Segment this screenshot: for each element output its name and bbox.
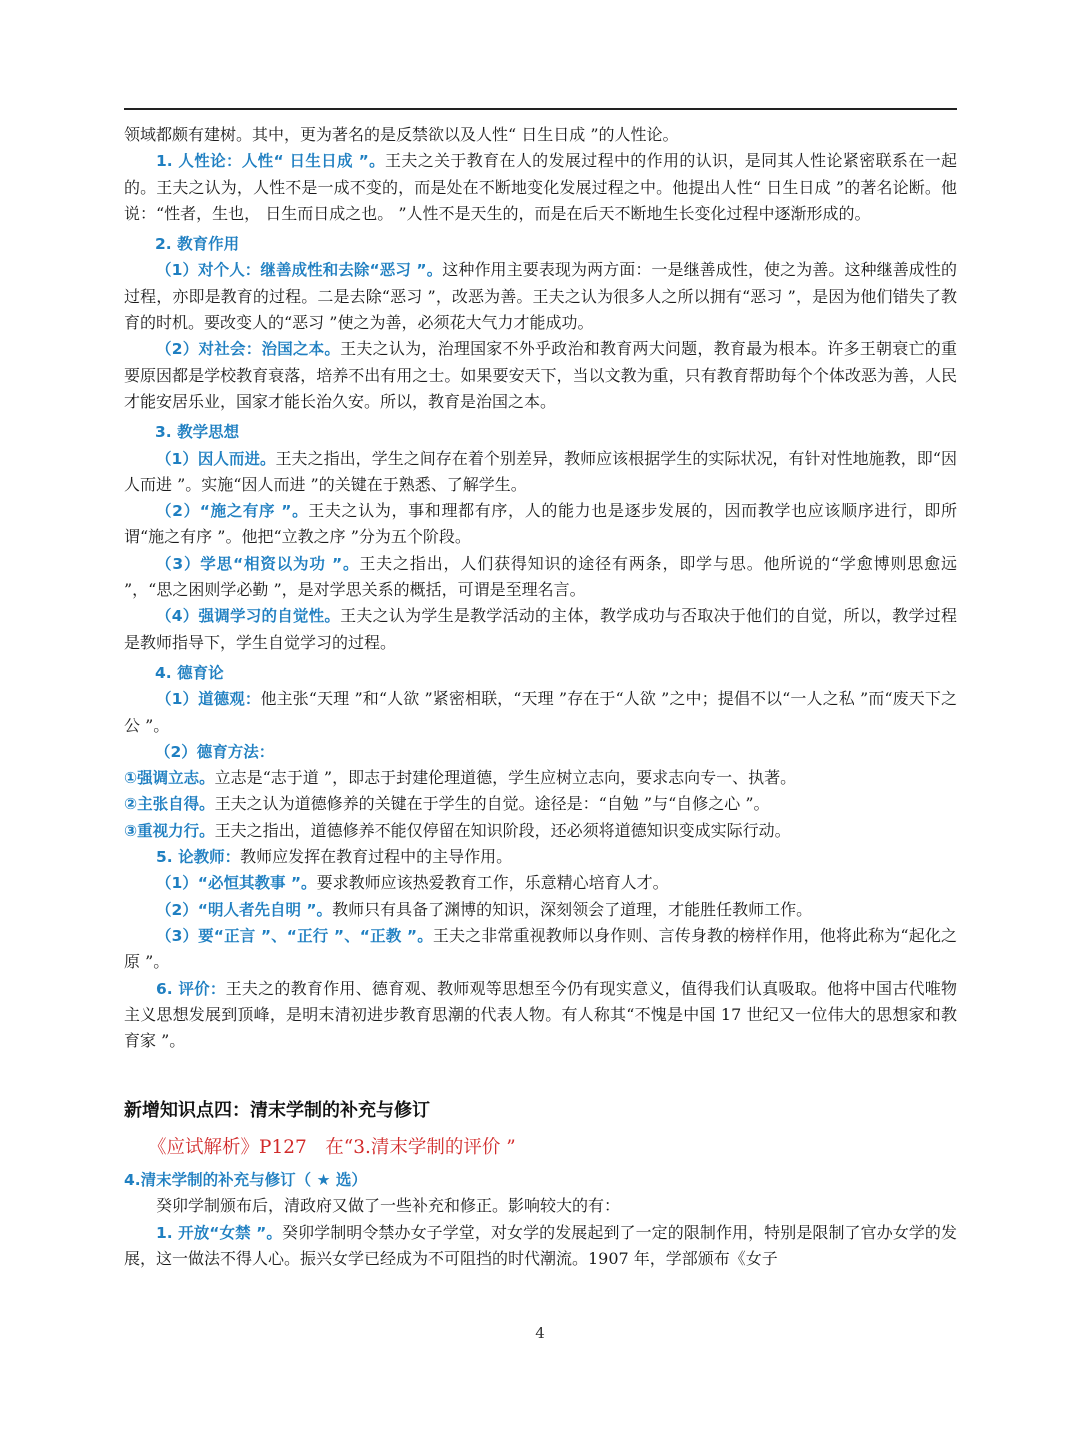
item-heading: （3）学思“相资以为功 ”。 bbox=[156, 554, 360, 573]
section-5-item-2 bbox=[124, 897, 957, 923]
subsection-heading: 4.清末学制的补充与修订（ ★ 选） bbox=[124, 1170, 367, 1189]
section-title: 新增知识点四：清末学制的补充与修订 bbox=[124, 1100, 430, 1122]
section-6-text: 王夫之的教育作用、德育观、教师观等思想至今仍有现实意义，值得我们认真吸取。他将中国古代唯物主义思想发展到顶峰，是明末清初进步教育思潮的代表人物。有人称其“不愧是中国 17 世纪又一位伟大的思想家和教育家 ”。 bbox=[124, 978, 957, 1051]
section-2-heading: 2. 教育作用 bbox=[155, 235, 240, 254]
section-1-heading: 1. 人性论：人性“ 日生日成 ”。 bbox=[156, 152, 386, 171]
section-6-paragraph bbox=[124, 976, 957, 1055]
method-heading: ①强调立志。 bbox=[124, 769, 215, 788]
section-4-heading: 4. 德育论 bbox=[155, 663, 224, 682]
section-3-heading: 3. 教学思想 bbox=[155, 423, 240, 442]
section-6-heading: 6. 评价： bbox=[156, 979, 226, 998]
item-text: 王夫之指出，学生之间存在着个别差异，教师应该根据学生的实际状况，有针对性地施教，即“因人而进 ”。实施“因人而进 ”的关键在于熟悉、了解学生。 bbox=[124, 448, 957, 494]
item-text: 癸卯学制明令禁办女子学堂，对女学的发展起到了一定的限制作用，特别是限制了官办女学的发展，这一做法不得人心。振兴女学已经成为不可阻挡的时代潮流。1907 年，学部颁布《女子 bbox=[124, 1222, 957, 1268]
section-2-item-2 bbox=[124, 336, 957, 415]
item-text: 王夫之认为，事和理都有序，人的能力也是逐步发展的，因而教学也应该顺序进行，即所谓“施之有序 ”。他把“立教之序 ”分为五个阶段。 bbox=[124, 501, 957, 547]
section-3-item-2 bbox=[124, 498, 957, 551]
item-heading: （3）要“正言 ”、“正行 ”、“正教 ”。 bbox=[156, 926, 433, 945]
header-rule bbox=[124, 108, 957, 110]
method-text: 王夫之认为道德修养的关键在于学生的自觉。途径是：“自勉 ”与“自修之心 ”。 bbox=[214, 794, 770, 814]
item-heading: 1. 开放“女禁 ”。 bbox=[156, 1223, 282, 1242]
intro-paragraph: 领域都颇有建树。其中，更为著名的是反禁欲以及人性“ 日生日成 ”的人性论。 bbox=[124, 125, 679, 144]
section-5-paragraph bbox=[124, 844, 957, 870]
section-4-item-2-heading: （2）德育方法： bbox=[155, 742, 275, 761]
section-2-item-1 bbox=[124, 257, 957, 336]
method-heading: ②主张自得。 bbox=[124, 795, 215, 814]
item-text: 王夫之认为，治理国家不外乎政治和教育两大问题，教育最为根本。许多王朝衰亡的重要原因都是学校教育衰落，培养不出有用之士。如果要安天下，当以文教为重，只有教育帮助每个个体改恶为善，人民才能安居乐业，国家才能长治久安。所以，教育是治国之本。 bbox=[124, 339, 957, 411]
section-1-text: 王夫之关于教育在人的发展过程中的作用的认识，是同其人性论紧密联系在一起的。王夫之认为，人性不是一成不变的，而是处在不断地变化发展过程之中。他提出人性“ 日生日成 ”的著名论断。他说：“性者，生也， 日生而日成之也。 ”人性不是天生的，而是在后天不断地生长变化过程中逐渐形成的。 bbox=[124, 151, 957, 223]
item-heading: （1）“必恒其教事 ”。 bbox=[156, 874, 317, 893]
section-5-text: 教师应发挥在教育过程中的主导作用。 bbox=[240, 847, 513, 867]
item-heading: （1）因人而进。 bbox=[156, 449, 276, 468]
section-3-item-3 bbox=[124, 551, 957, 604]
item-heading: （1）对个人：继善成性和去除“恶习 ”。 bbox=[156, 261, 443, 280]
section-3-item-1 bbox=[124, 446, 957, 499]
method-1 bbox=[124, 765, 957, 791]
item-text: 王夫之认为学生是教学活动的主体，教学成功与否取决于他们的自觉，所以，教学过程是教师指导下，学生自觉学习的过程。 bbox=[124, 606, 957, 652]
item-text: 王夫之指出，人们获得知识的途径有两条，即学与思。他所说的“学愈博则思愈远 ”，“思之困则学必勤 ”，是对学思关系的概括，可谓是至理名言。 bbox=[124, 553, 957, 600]
subsection-item-1 bbox=[124, 1220, 957, 1273]
item-heading: （2）“施之有序 ”。 bbox=[156, 502, 309, 521]
method-text: 立志是“志于道 ”，即志于封建伦理道德，学生应树立志向，要求志向专一、执著。 bbox=[214, 768, 797, 788]
section-5-heading: 5. 论教师： bbox=[156, 848, 241, 867]
item-heading: （2）对社会：治国之本。 bbox=[156, 340, 341, 359]
item-text: 这种作用主要表现为两方面：一是继善成性，使之为善。这种继善成性的过程，亦即是教育的过程。二是去除“恶习 ”，改恶为善。王夫之认为很多人之所以拥有“恶习 ”，是因为他们错失了教育的时机。要改变人的“恶习 ”使之为善，必须花大气力才能成功。 bbox=[124, 260, 957, 333]
page-number: 4 bbox=[535, 1324, 545, 1342]
item-heading: （4）强调学习的自觉性。 bbox=[156, 607, 341, 626]
item-heading: （2）“明人者先自明 ”。 bbox=[156, 900, 333, 919]
subsection-intro: 癸卯学制颁布后，清政府又做了一些补充和修正。影响较大的有： bbox=[156, 1196, 621, 1216]
item-text: 他主张“天理 ”和“人欲 ”紧密相联，“天理 ”存在于“人欲 ”之中；提倡不以“一人之私 ”而“废天下之公 ”。 bbox=[124, 689, 957, 735]
section-3-item-4 bbox=[124, 603, 957, 656]
method-text: 王夫之指出，道德修养不能仅停留在知识阶段，还必须将道德知识变成实际行动。 bbox=[214, 820, 791, 840]
section-5-item-1 bbox=[124, 870, 957, 896]
item-heading: （1）道德观： bbox=[156, 690, 261, 709]
section-4-item-1 bbox=[124, 686, 957, 739]
item-text: 要求教师应该热爱教育工作，乐意精心培育人才。 bbox=[316, 873, 669, 893]
item-text: 教师只有具备了渊博的知识，深刻领会了道理，才能胜任教师工作。 bbox=[332, 899, 813, 919]
method-3 bbox=[124, 818, 957, 844]
method-2 bbox=[124, 791, 957, 817]
section-5-item-3 bbox=[124, 923, 957, 976]
page-body bbox=[124, 122, 957, 1272]
method-heading: ③重视力行。 bbox=[124, 821, 215, 840]
item-text: 王夫之非常重视教师以身作则、言传身教的榜样作用，他将此称为“起化之原 ”。 bbox=[124, 925, 957, 972]
reference-line: 《应试解析》P127 在“3.清末学制的评价 ” bbox=[148, 1136, 516, 1158]
section-1-paragraph bbox=[124, 148, 957, 227]
